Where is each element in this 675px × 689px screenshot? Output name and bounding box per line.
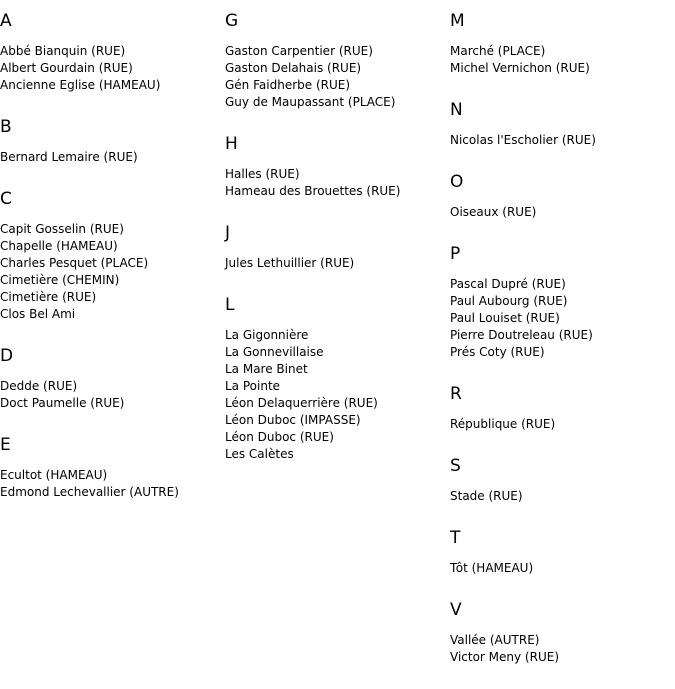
letter-section: [225, 295, 450, 463]
street-name: Léon Duboc (IMPASSE): [225, 413, 361, 427]
street-name: Prés Coty (RUE): [450, 345, 545, 359]
street-name: Gaston Carpentier (RUE): [225, 44, 373, 58]
section-letter-heading: D: [0, 346, 14, 366]
letter-section: [450, 456, 675, 505]
letter-section: [450, 172, 675, 221]
section-letter-heading: T: [450, 528, 461, 548]
index-column: [0, 0, 225, 501]
index-column: [450, 0, 675, 666]
street-name: Paul Aubourg (RUE): [450, 294, 568, 308]
street-name: République (RUE): [450, 417, 556, 431]
letter-section: [225, 11, 450, 111]
street-name: Victor Meny (RUE): [450, 650, 559, 664]
letter-section: [450, 528, 675, 577]
street-list: [0, 221, 225, 323]
section-letter-heading: N: [450, 100, 463, 120]
street-name: La Gigonnière: [225, 328, 309, 342]
street-list: [225, 43, 450, 111]
letter-section: [450, 244, 675, 361]
street-name: Marché (PLACE): [450, 44, 546, 58]
street-name: Edmond Lechevallier (AUTRE): [0, 485, 179, 499]
letter-section: [450, 100, 675, 149]
letter-section: [0, 11, 225, 94]
street-name: Dedde (RUE): [0, 379, 78, 393]
letter-section: [0, 189, 225, 323]
section-letter-heading: J: [225, 223, 231, 243]
street-name: Clos Bel Ami: [0, 307, 76, 321]
street-name: Jules Lethuillier (RUE): [225, 256, 355, 270]
letter-section: [225, 223, 450, 272]
street-name: Doct Paumelle (RUE): [0, 396, 125, 410]
street-list: [225, 166, 450, 200]
street-name: Michel Vernichon (RUE): [450, 61, 590, 75]
street-list: [0, 378, 225, 412]
street-name: Gaston Delahais (RUE): [225, 61, 362, 75]
street-list: [225, 255, 450, 272]
street-name: Léon Duboc (RUE): [225, 430, 334, 444]
street-name: Vallée (AUTRE): [450, 633, 540, 647]
street-name: Les Calètes: [225, 447, 294, 461]
street-list: [450, 488, 675, 505]
letter-section: [0, 117, 225, 166]
section-letter-heading: H: [225, 134, 238, 154]
section-letter-heading: G: [225, 11, 239, 31]
section-letter-heading: S: [450, 456, 461, 476]
street-name: Pascal Dupré (RUE): [450, 277, 566, 291]
street-list: [0, 43, 225, 94]
street-name: La Mare Binet: [225, 362, 308, 376]
street-list: [450, 416, 675, 433]
street-list: [450, 632, 675, 666]
street-name: Charles Pesquet (PLACE): [0, 256, 149, 270]
street-name: Gén Faidherbe (RUE): [225, 78, 351, 92]
letter-section: [0, 435, 225, 501]
section-letter-heading: E: [0, 435, 11, 455]
section-letter-heading: L: [225, 295, 235, 315]
section-letter-heading: V: [450, 600, 462, 620]
street-name: Ancienne Eglise (HAMEAU): [0, 78, 161, 92]
street-list: [450, 204, 675, 221]
street-name: Abbé Bianquin (RUE): [0, 44, 126, 58]
street-name: Cimetière (RUE): [0, 290, 97, 304]
street-name: Léon Delaquerrière (RUE): [225, 396, 378, 410]
section-letter-heading: R: [450, 384, 462, 404]
street-name: Pierre Doutreleau (RUE): [450, 328, 593, 342]
street-list: [225, 327, 450, 463]
street-name: Nicolas l'Escholier (RUE): [450, 133, 596, 147]
letter-section: [450, 600, 675, 666]
street-list: [450, 43, 675, 77]
section-letter-heading: A: [0, 11, 12, 31]
letter-section: [225, 134, 450, 200]
street-name: Bernard Lemaire (RUE): [0, 150, 138, 164]
street-name: Ecultot (HAMEAU): [0, 468, 108, 482]
section-letter-heading: C: [0, 189, 12, 209]
street-name: Paul Louiset (RUE): [450, 311, 560, 325]
street-list: [450, 276, 675, 361]
section-letter-heading: M: [450, 11, 465, 31]
street-list: [450, 560, 675, 577]
street-name: Chapelle (HAMEAU): [0, 239, 118, 253]
letter-section: [450, 384, 675, 433]
section-letter-heading: O: [450, 172, 464, 192]
letter-section: [450, 11, 675, 77]
street-name: Capit Gosselin (RUE): [0, 222, 124, 236]
street-list: [0, 149, 225, 166]
street-name: Stade (RUE): [450, 489, 523, 503]
street-name: Cimetière (CHEMIN): [0, 273, 120, 287]
section-letter-heading: B: [0, 117, 12, 137]
street-name: Albert Gourdain (RUE): [0, 61, 133, 75]
street-name: Hameau des Brouettes (RUE): [225, 184, 401, 198]
index-column: [225, 0, 450, 463]
street-name: La Gonnevillaise: [225, 345, 324, 359]
street-name: Tôt (HAMEAU): [450, 561, 534, 575]
letter-section: [0, 346, 225, 412]
section-letter-heading: P: [450, 244, 461, 264]
street-list: [0, 467, 225, 501]
street-name: Oiseaux (RUE): [450, 205, 537, 219]
street-name: Guy de Maupassant (PLACE): [225, 95, 396, 109]
street-list: [450, 132, 675, 149]
street-name: La Pointe: [225, 379, 281, 393]
street-name: Halles (RUE): [225, 167, 300, 181]
